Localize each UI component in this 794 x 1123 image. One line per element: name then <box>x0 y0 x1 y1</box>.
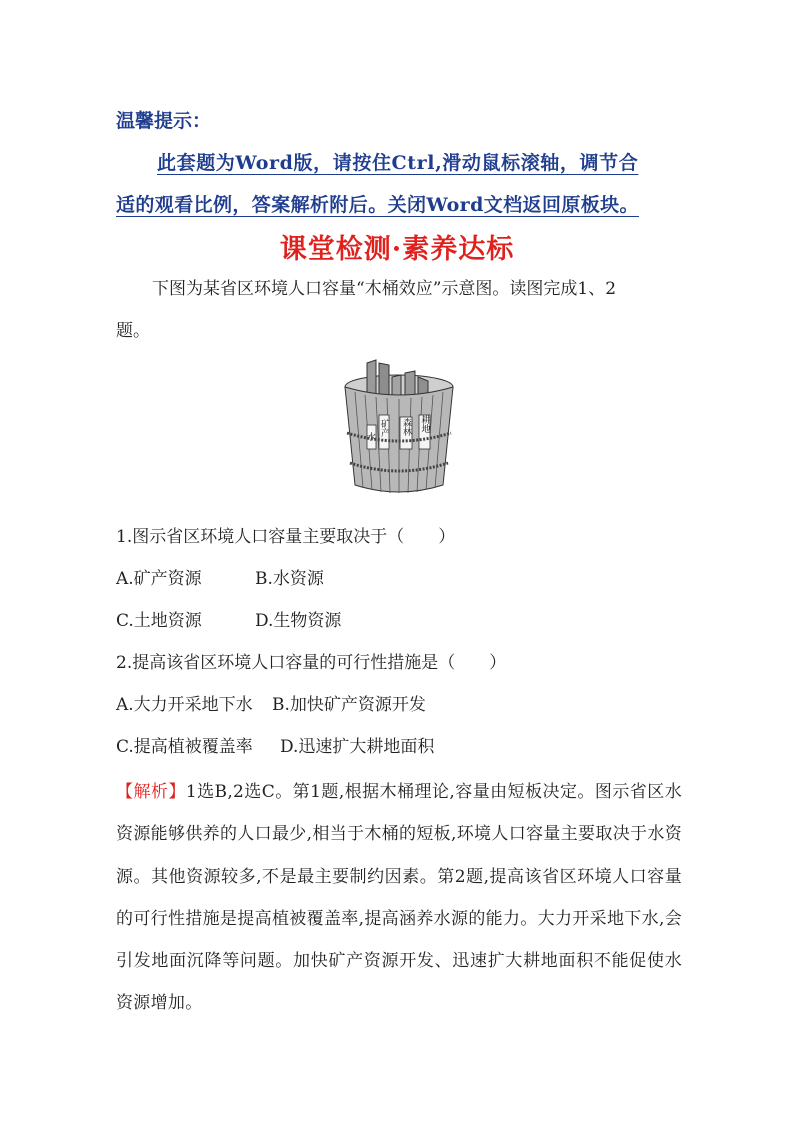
question-2-stem: 2.提高该省区环境人口容量的可行性措施是（ ） <box>116 653 507 673</box>
question-1-stem: 1.图示省区环境人口容量主要取决于（ ） <box>116 527 456 547</box>
label-farmland: 耕地 <box>419 415 430 433</box>
option-2d[interactable]: D.迅速扩大耕地面积 <box>280 737 435 757</box>
answer-explanation <box>116 771 682 1025</box>
tip-line-2: 适的观看比例，答案解析附后。关闭Word文档返回原板块。 <box>116 194 639 216</box>
answer-tag: 【解析】 <box>116 782 186 802</box>
intro-line-2: 题。 <box>116 321 150 341</box>
option-2b[interactable]: B.加快矿产资源开发 <box>272 695 426 715</box>
label-water: 水 <box>366 433 377 443</box>
section-title: 课堂检测·素养达标 <box>279 234 515 265</box>
bucket-figure <box>343 357 455 499</box>
option-1b[interactable]: B.水资源 <box>255 569 324 589</box>
option-2c[interactable]: C.提高植被覆盖率 <box>116 737 253 757</box>
option-2a[interactable]: A.大力开采地下水 <box>116 695 253 715</box>
intro-line-1: 下图为某省区环境人口容量“木桶效应”示意图。读图完成1、2 <box>152 279 617 299</box>
label-mineral: 矿产 <box>379 419 389 437</box>
question-2-options-row-2 <box>116 732 434 757</box>
option-1d[interactable]: D.生物资源 <box>255 611 342 631</box>
label-forest: 森林 <box>401 418 411 436</box>
question-1-options-row-1 <box>116 564 324 589</box>
option-1a[interactable]: A.矿产资源 <box>116 569 202 589</box>
answer-text: 1选B,2选C。第1题,根据木桶理论,容量由短板决定。图示省区水资源能够供养的人口最少,相当于木桶的短板,环境人口容量主要取决于水资源。其他资源较多,不是最主要制约因素。第2题,提高该省区环境人口容量的可行性措施是提高植被覆盖率,提高涵养水源的能力。大力开采地下水,会引发地面沉降等问题。加快矿产资源开发、迅速扩大耕地面积不能促使水资源增加。 <box>116 782 682 1014</box>
question-2-options-row-1 <box>116 690 426 715</box>
tip-line-1: 此套题为Word版，请按住Ctrl,滑动鼠标滚轴，调节合 <box>157 152 639 174</box>
tip-title: 温馨提示： <box>116 110 212 132</box>
option-1c[interactable]: C.土地资源 <box>116 611 202 631</box>
question-1-options-row-2 <box>116 606 341 631</box>
